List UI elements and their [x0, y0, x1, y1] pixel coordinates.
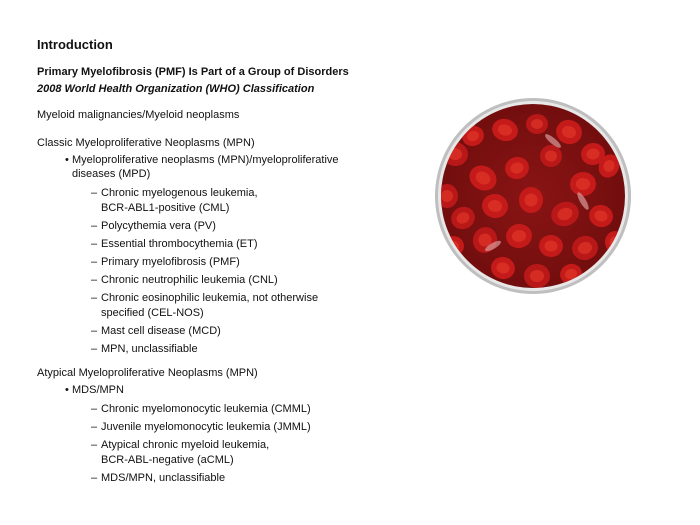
list-item-text: Chronic eosinophilic leukemia, not otherwise	[101, 292, 319, 304]
list-item-cml	[91, 186, 258, 200]
slide-subtitle: Primary Myelofibrosis (PMF) Is Part of a Group of Disorders	[37, 66, 349, 78]
list-item-pv	[91, 219, 216, 233]
list-item-jmml	[91, 420, 311, 434]
list-item-text: Polycythemia vera (PV)	[101, 220, 216, 232]
list-item-acml-cont: BCR-ABL-negative (aCML)	[101, 454, 234, 466]
blood-cell-center	[576, 178, 590, 190]
slide-subtitle-who: 2008 World Health Organization (WHO) Classification	[37, 83, 315, 95]
list-item-mds-mpn-unclassifiable	[91, 471, 225, 485]
atypical-bullet-item	[65, 383, 124, 397]
classic-bullet-text-cont: diseases (MPD)	[72, 168, 151, 180]
classic-mpn-heading: Classic Myeloproliferative Neoplasms (MPN)	[37, 137, 255, 149]
blood-cells-illustration-icon	[433, 96, 633, 296]
list-item-cmml	[91, 402, 311, 416]
dash-glyph: –	[91, 238, 98, 250]
dash-glyph: –	[91, 187, 98, 199]
list-item-text: Primary myelofibrosis (PMF)	[101, 256, 240, 268]
atypical-bullet-text: MDS/MPN	[72, 384, 124, 396]
atypical-mpn-heading: Atypical Myeloproliferative Neoplasms (MPN)	[37, 367, 258, 379]
blood-cell-center	[524, 194, 537, 207]
list-item-text: MPN, unclassifiable	[101, 343, 198, 355]
blood-cells-image	[433, 96, 633, 296]
dash-glyph: –	[91, 472, 98, 484]
list-item-acml	[91, 438, 269, 452]
list-item-cel	[91, 291, 318, 305]
list-item-cnl	[91, 273, 278, 287]
dash-glyph: –	[91, 292, 98, 304]
classic-bullet-item	[65, 153, 339, 167]
dash-glyph: –	[91, 439, 98, 451]
dash-glyph: –	[91, 403, 98, 415]
list-item-text: Chronic neutrophilic leukemia (CNL)	[101, 274, 278, 286]
list-item-text: MDS/MPN, unclassifiable	[101, 472, 226, 484]
dash-glyph: –	[91, 343, 98, 355]
list-item-text: Chronic myelogenous leukemia,	[101, 187, 258, 199]
classic-bullet-text: Myeloproliferative neoplasms (MPN)/myeloproliferative	[72, 154, 339, 166]
list-item-cel-cont: specified (CEL-NOS)	[101, 307, 204, 319]
bullet-glyph: •	[65, 384, 69, 396]
list-item-et	[91, 237, 258, 251]
blood-cell-center	[441, 190, 453, 202]
list-item-text: Atypical chronic myeloid leukemia,	[101, 439, 270, 451]
section-title: Introduction	[37, 37, 113, 52]
dash-glyph: –	[91, 325, 98, 337]
dash-glyph: –	[91, 421, 98, 433]
blood-cell-center	[531, 119, 543, 129]
dash-glyph: –	[91, 256, 98, 268]
list-item-cml-cont: BCR-ABL1-positive (CML)	[101, 202, 230, 214]
blood-cell-center	[530, 270, 544, 282]
list-item-text: Essential thrombocythemia (ET)	[101, 238, 258, 250]
bullet-glyph: •	[65, 154, 69, 166]
dash-glyph: –	[91, 274, 98, 286]
list-item-pmf	[91, 255, 240, 269]
dash-glyph: –	[91, 220, 98, 232]
list-item-mcd	[91, 324, 221, 338]
list-item-text: Mast cell disease (MCD)	[101, 325, 221, 337]
list-item-mpn-unclassifiable	[91, 342, 198, 356]
list-item-text: Juvenile myelomonocytic leukemia (JMML)	[101, 421, 311, 433]
list-item-text: Chronic myelomonocytic leukemia (CMML)	[101, 403, 311, 415]
heading-myeloid-neoplasms: Myeloid malignancies/Myeloid neoplasms	[37, 109, 240, 121]
